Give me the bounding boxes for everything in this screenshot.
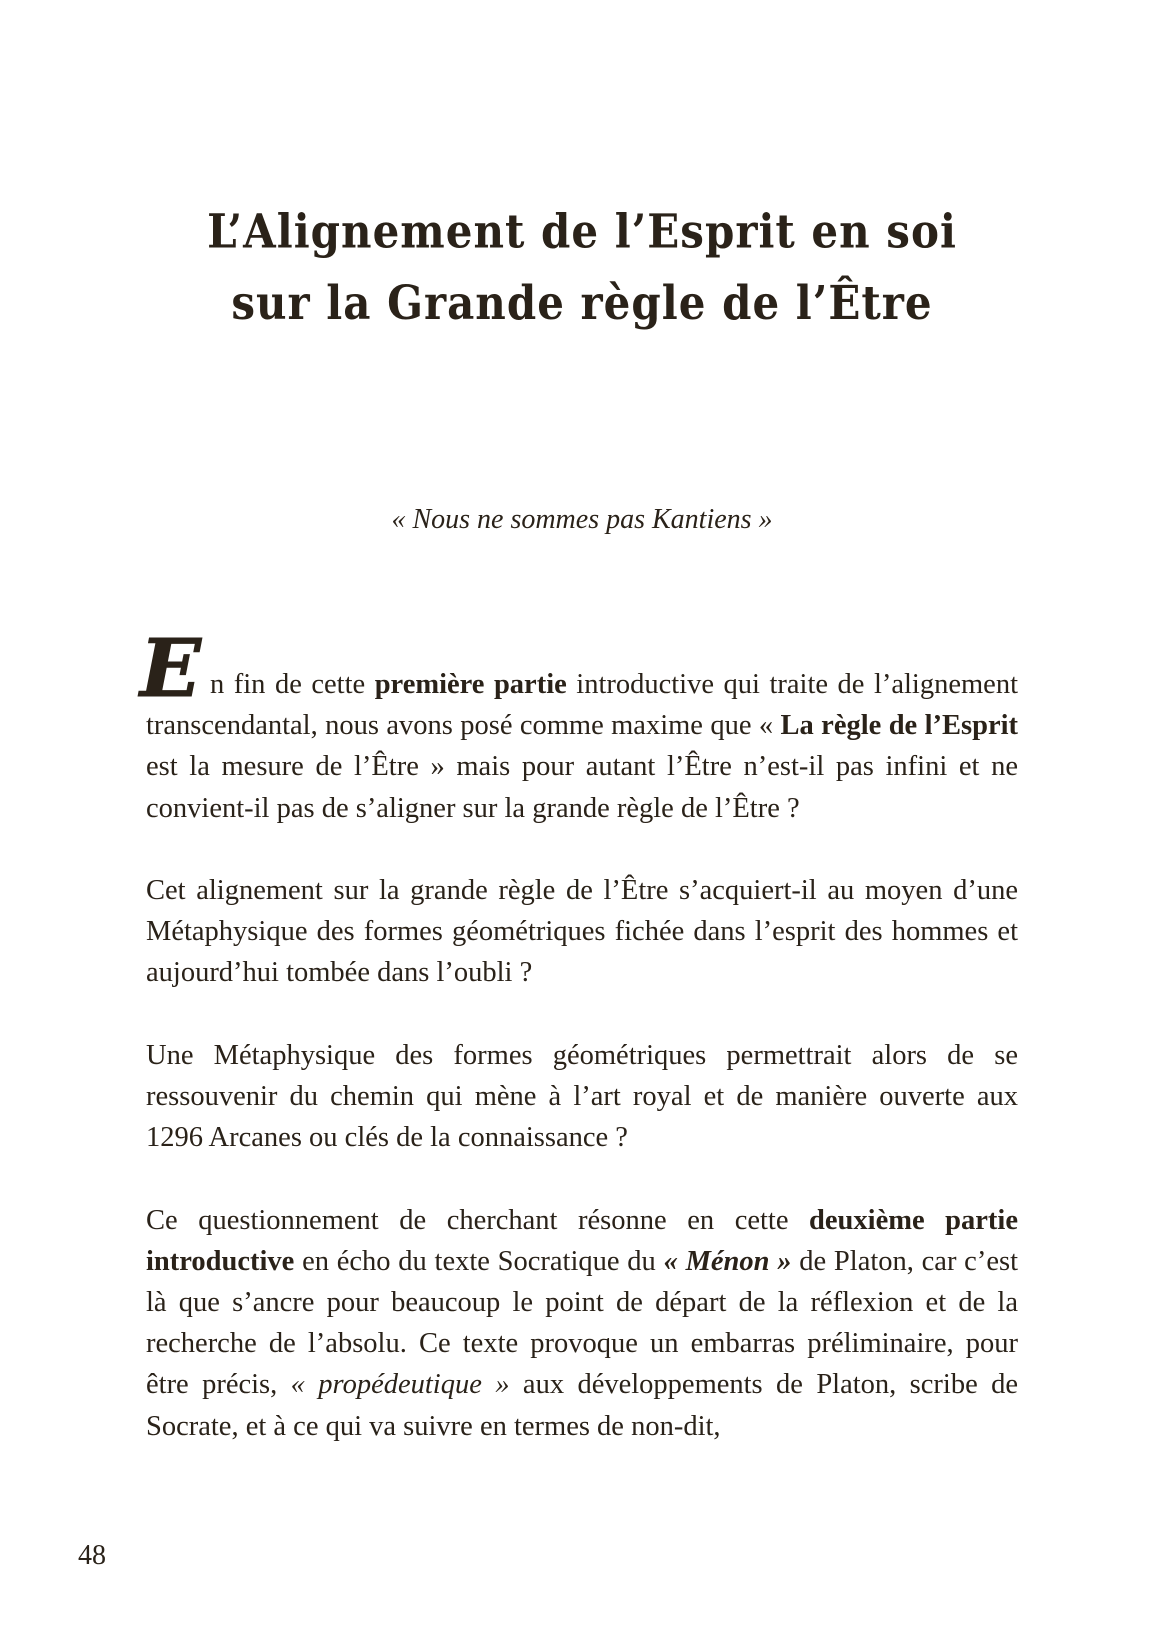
p1-bold-first-part: première partie — [374, 669, 567, 700]
paragraph-3: Une Métaphysique des formes géométriques permettrait alors de se ressouvenir du chemin qui mène à l’art royal et de manière ouverte aux 1296 Arcanes ou clés de la connaissance ? — [146, 1039, 1018, 1154]
p4-text-c: en écho du texte Socratique du — [294, 1245, 664, 1277]
chapter-title — [150, 196, 1014, 339]
paragraph-1 — [140, 621, 1019, 829]
p1-text-e: est la mesure de l’Être » mais pour autant l’Être n’est-il pas infini et ne convient-il pas de s’aligner sur la grande règle de l’Être ? — [146, 751, 1018, 824]
p1-text-a: n fin de cette — [210, 669, 375, 700]
p4-menon-title: « Ménon » — [663, 1245, 792, 1277]
epigraph: « Nous ne sommes pas Kantiens » — [391, 504, 773, 535]
p4-bold-second-part: deuxième partie introductive — [146, 1204, 1018, 1277]
p4-text-a: Ce questionnement de cherchant résonne en cette — [146, 1204, 810, 1236]
p4-propedeutique: « propédeutique » — [290, 1369, 510, 1401]
p1-bold-rule: La règle de l’Esprit — [780, 710, 1019, 742]
chapter-title-line-1: L’Alignement de l’Esprit en soi — [207, 203, 957, 259]
p4-text-e: de Platon, car c’est là que s’ancre pour beaucoup le point de départ de la réflexion et de la recherche de l’absolu. Ce texte provoque un embarras préliminaire, pour être précis, — [146, 1245, 1018, 1401]
drop-cap: E — [140, 621, 201, 715]
p4-text-g: aux développements de Platon, scribe de Socrate, et à ce qui va suivre en termes de non-dit, — [146, 1369, 1019, 1442]
page-number: 48 — [78, 1540, 106, 1571]
body-text — [140, 621, 1019, 1488]
p1-text-c: introductive qui traite de l’alignement transcendantal, nous avons posé comme maxime que « — [146, 669, 1018, 742]
chapter-title-line-2: sur la Grande règle de l’Être — [231, 275, 933, 331]
paragraph-2: Cet alignement sur la grande règle de l’Être s’acquiert-il au moyen d’une Métaphysique des formes géométriques fichée dans l’esprit des hommes et aujourd’hui tombée dans l’oubli ? — [146, 875, 1018, 989]
paragraph-4 — [146, 1200, 1018, 1447]
